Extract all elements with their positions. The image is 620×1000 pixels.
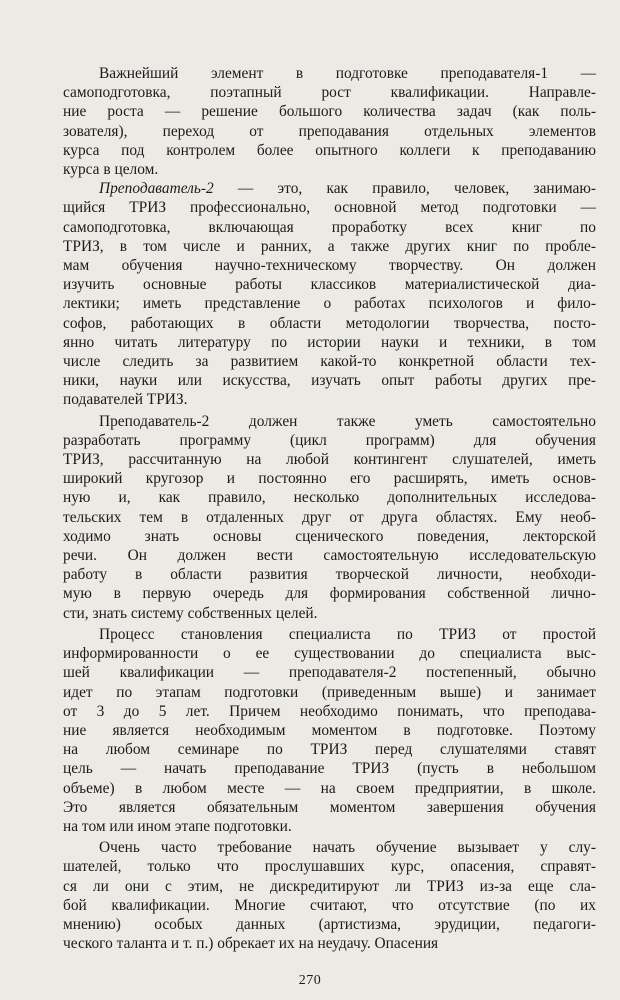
paragraph <box>63 179 596 409</box>
text-line <box>63 546 596 565</box>
line-text: подавателей ТРИЗ. <box>63 391 188 409</box>
text-line <box>63 294 596 313</box>
text-line <box>63 759 596 778</box>
line-text: цель — начать преподавание ТРИЗ (пусть в небольшом <box>63 760 596 778</box>
italic-term: Преподаватель-2 <box>99 180 214 198</box>
line-text: изучить основные работы классиков материалистической диа- <box>63 276 596 294</box>
line-text: ТРИЗ, в том числе и ранних, а также других книг по пробле- <box>63 237 596 255</box>
text-line <box>63 371 596 390</box>
paragraph <box>63 64 596 179</box>
text-line <box>63 256 596 275</box>
text-line <box>63 877 596 896</box>
text-line <box>63 721 596 740</box>
line-text: шей квалификации — преподавателя-2 постепенный, обычно <box>63 664 596 682</box>
line-text: ние роста — решение большого количества задач (как поль- <box>63 103 596 121</box>
text-line <box>63 934 596 953</box>
text-line <box>63 102 596 121</box>
line-text: работу в области развития творческой личности, необходи- <box>63 566 596 584</box>
line-text: разработать программу (цикл программ) для обучения <box>63 431 596 449</box>
text-line <box>63 625 596 644</box>
text-line <box>63 431 596 450</box>
line-text: ТРИЗ, рассчитанную на любой контингент слушателей, иметь <box>63 451 596 469</box>
text-line <box>63 896 596 915</box>
text-line <box>63 644 596 663</box>
paragraph <box>63 838 596 953</box>
paragraph <box>63 412 596 623</box>
text-line <box>63 275 596 294</box>
line-text: самоподготовка, включающая проработку всех книг по <box>63 218 596 236</box>
text-line <box>63 160 596 179</box>
text-line <box>63 83 596 102</box>
line-text: речи. Он должен вести самостоятельную исследовательскую <box>63 547 596 565</box>
text-line <box>63 527 596 546</box>
line-text: информированности о ее существовании до специалиста выс- <box>63 645 596 663</box>
line-text: мую в первую очередь для формирования собственной лично- <box>63 585 596 603</box>
text-line <box>63 412 596 431</box>
text-line <box>63 915 596 934</box>
text-line <box>63 122 596 141</box>
text-line <box>63 141 596 160</box>
text-line <box>63 469 596 488</box>
text-line <box>63 179 596 198</box>
line-text: Очень часто требование начать обучение вызывает у слу- <box>99 839 596 857</box>
line-text: щийся ТРИЗ профессионально, основной метод подготовки — <box>63 199 596 217</box>
text-line <box>63 740 596 759</box>
line-text: ную и, как правило, несколько дополнительных исследова- <box>63 489 596 507</box>
text-line <box>63 584 596 603</box>
line-text: Процесс становления специалиста по ТРИЗ от простой <box>99 625 596 643</box>
text-line <box>63 663 596 682</box>
text-line <box>63 64 596 83</box>
line-text: курса в целом. <box>63 161 159 179</box>
line-text: шателей, только что прослушавших курс, опасения, справят- <box>63 858 596 876</box>
text-line <box>63 333 596 352</box>
line-text: тельских тем в отдаленных друг от друга областях. Ему необ- <box>63 508 596 526</box>
line-text: софов, работающих в области методологии творчества, посто- <box>63 314 596 332</box>
line-text: на любом семинаре по ТРИЗ перед слушателями ставят <box>63 741 596 759</box>
text-line <box>63 218 596 237</box>
page-number: 270 <box>298 973 322 988</box>
text-line <box>63 702 596 721</box>
line-text: ходимо знать основы сценического поведения, лекторской <box>63 527 596 545</box>
line-text: ся ли они с этим, не дискредитируют ли ТРИЗ из-за еще сла- <box>63 877 596 895</box>
line-text: курса под контролем более опытного коллеги к преподаванию <box>63 141 596 159</box>
line-text: ческого таланта и т. п.) обрекает их на неудачу. Опасения <box>63 935 439 953</box>
paragraph <box>63 625 596 836</box>
page-body-text <box>63 64 596 953</box>
text-line <box>63 683 596 702</box>
line-text: Преподаватель-2 должен также уметь самостоятельно <box>99 412 596 430</box>
text-line <box>63 565 596 584</box>
text-line <box>63 198 596 217</box>
text-line <box>63 314 596 333</box>
line-text: ние является необходимым моментом в подготовке. Поэтому <box>63 721 596 739</box>
text-line <box>63 352 596 371</box>
text-line <box>63 450 596 469</box>
text-line <box>63 798 596 817</box>
line-text: зователя), переход от преподавания отдельных элементов <box>63 122 596 140</box>
line-text: от 3 до 5 лет. Причем необходимо понимать, что преподава- <box>63 702 596 720</box>
line-text: янно читать литературу по истории науки и техники, в том <box>63 333 596 351</box>
text-line <box>63 604 596 623</box>
line-text: бой квалификации. Многие считают, что отсутствие (по их <box>63 896 596 914</box>
line-text: идет по этапам подготовки (приведенным выше) и занимает <box>63 683 596 701</box>
text-line <box>63 817 596 836</box>
text-line <box>63 237 596 256</box>
text-line <box>63 857 596 876</box>
text-line <box>63 838 596 857</box>
line-text: мам обучения научно-техническому творчеству. Он должен <box>63 257 596 275</box>
line-text: Это является обязательным моментом завершения обучения <box>63 798 596 816</box>
text-line <box>63 508 596 527</box>
line-text: числе следить за развитием какой-то конкретной области тех- <box>63 353 596 371</box>
line-text: на том или ином этапе подготовки. <box>63 817 292 835</box>
line-text: объеме) в любом месте — на своем предприятии, в школе. <box>63 779 596 797</box>
line-text: сти, знать систему собственных целей. <box>63 604 318 622</box>
line-text: Важнейший элемент в подготовке преподавателя-1 — <box>99 65 596 82</box>
line-text: лектики; иметь представление о работах психологов и фило- <box>63 295 596 313</box>
line-text: самоподготовка, поэтапный рост квалификации. Направле- <box>63 84 596 102</box>
text-line <box>63 779 596 798</box>
text-line <box>63 488 596 507</box>
line-text: ники, науки или искусства, изучать опыт работы других пре- <box>63 372 596 390</box>
line-text: широкий кругозор и постоянно его расширять, иметь основ- <box>63 470 596 488</box>
line-text: — это, как правило, человек, занимаю- <box>213 180 596 198</box>
line-text: мнению) особых данных (артистизма, эрудиции, педагоги- <box>63 915 596 933</box>
text-line <box>63 390 596 409</box>
